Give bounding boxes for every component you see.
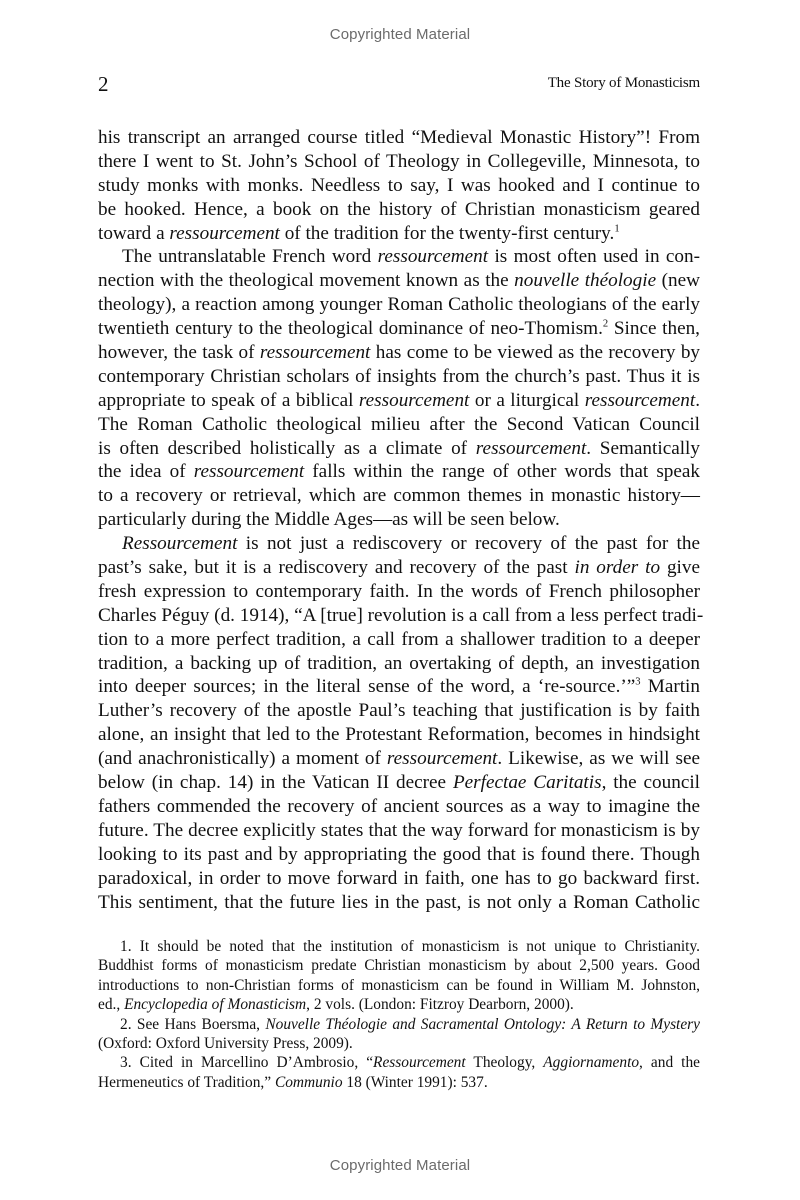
italic-term: Encyclopedia of Monasticism	[124, 996, 307, 1014]
body-line	[98, 293, 700, 317]
text-segment: .	[695, 389, 700, 411]
text-segment: 2. See Hans Boersma,	[120, 1015, 266, 1033]
text-segment: (Oxford: Oxford University Press, 2009).	[98, 1034, 353, 1052]
text-segment: appropriate to speak of a biblical	[98, 389, 359, 411]
text-segment: the idea of	[98, 461, 194, 483]
text-segment: of the tradition for the twenty-first century.	[279, 222, 615, 244]
text-segment: Buddhist forms of monasticism predate Christian monasticism by about 2,500 years. Good	[98, 957, 700, 975]
italic-term: ressourcement	[259, 342, 371, 364]
text-segment: be hooked. Hence, a book on the history of Christian monasticism geared	[98, 198, 700, 220]
italic-term: ressourcement	[358, 389, 470, 411]
text-segment: 3. Cited in Marcellino D’Ambrosio, “	[120, 1054, 374, 1072]
body-line	[98, 771, 700, 795]
italic-term: ressourcement	[193, 461, 305, 483]
text-segment: is most often used in con-	[488, 246, 701, 268]
text-segment: Charles Péguy (d. 1914), “A [true] revolution is a call from a less perfect tradi-	[98, 604, 704, 626]
page-number: 2	[98, 72, 109, 96]
body-line	[98, 867, 700, 891]
body-text	[98, 126, 704, 914]
text-segment: nection with the theological movement known as the	[98, 270, 515, 292]
footnote-reference: 2	[602, 318, 609, 330]
body-line	[98, 699, 700, 723]
text-segment: future. The decree explicitly states that the way forward for monasticism is by	[98, 819, 700, 841]
body-line	[98, 174, 700, 198]
body-line	[98, 484, 700, 508]
text-segment: 1. It should be noted that the institution of monasticism is not unique to Christianity.	[120, 938, 700, 955]
text-segment: ed.,	[98, 996, 125, 1014]
text-segment: . Likewise, as we will see	[497, 748, 700, 770]
italic-term: in order to	[574, 557, 661, 579]
text-segment: tion to a more perfect tradition, a call from a shallower tradition to a deeper	[98, 628, 700, 650]
body-line	[98, 556, 700, 580]
body-line	[98, 389, 700, 413]
text-segment: (new	[656, 270, 700, 292]
body-line	[98, 843, 700, 867]
text-segment: 18 (Winter 1991): 537.	[342, 1073, 488, 1091]
body-line	[98, 508, 700, 532]
body-line	[98, 819, 700, 843]
italic-term: ressourcement	[386, 748, 498, 770]
body-line	[98, 413, 700, 437]
text-segment: falls within the range of other words that speak	[304, 461, 701, 483]
body-line	[98, 317, 700, 341]
italic-term: Ressourcement	[122, 533, 238, 555]
body-line	[98, 222, 700, 246]
text-segment: fresh expression to contemporary faith. In the words of French philosopher	[98, 580, 700, 602]
footnote-line	[98, 976, 700, 995]
text-segment: study monks with monks. Needless to say, I was hooked and I continue to	[98, 174, 700, 196]
body-line	[98, 198, 700, 222]
italic-term: nouvelle théologie	[514, 270, 657, 292]
text-segment: , and the	[639, 1054, 700, 1072]
italic-term: Communio	[274, 1073, 343, 1091]
body-line	[98, 628, 700, 652]
text-segment: into deeper sources; in the literal sense of the word, a ‘re-source.’”	[98, 676, 636, 698]
text-segment: is not just a rediscovery or recovery of the past for the	[237, 533, 700, 555]
footnote-reference: 1	[614, 223, 620, 235]
text-segment: his transcript an arranged course titled “Medieval Monastic History”! From	[98, 127, 700, 148]
footnote-line	[98, 956, 700, 975]
text-segment: twentieth century to the theological dominance of neo-Thomism.	[98, 318, 603, 340]
body-line	[98, 245, 700, 269]
text-segment: tradition, a backing up of tradition, an overtaking of depth, an investigation	[98, 652, 700, 674]
text-segment: past’s sake, but it is a rediscovery and recovery of the past	[98, 557, 575, 579]
body-line	[98, 126, 700, 150]
body-line	[98, 675, 700, 699]
text-segment: The untranslatable French word	[122, 246, 378, 268]
text-segment: contemporary Christian scholars of insights from the church’s past. Thus it is	[98, 365, 700, 387]
text-segment: toward a	[98, 222, 170, 244]
italic-term: Ressourcement	[373, 1054, 466, 1072]
text-segment: paradoxical, in order to move forward in faith, one has to go backward first.	[98, 867, 700, 889]
italic-term: ressourcement	[377, 246, 489, 268]
text-segment: or a liturgical	[469, 389, 585, 411]
italic-term: Nouvelle Théologie and Sacramental Ontology: A Return to Mystery	[265, 1015, 700, 1033]
text-segment: particularly during the Middle Ages—as will be seen below.	[98, 509, 560, 531]
body-line	[98, 269, 700, 293]
text-segment: looking to its past and by appropriating the good that is found there. Though	[98, 843, 700, 865]
text-segment: (and anachronistically) a moment of	[98, 748, 387, 770]
body-line	[98, 795, 700, 819]
body-line	[98, 341, 700, 365]
text-segment: Luther’s recovery of the apostle Paul’s teaching that justification is by faith	[98, 700, 700, 722]
italic-term: ressourcement	[169, 222, 280, 244]
italic-term: ressourcement	[475, 437, 587, 459]
footnote-reference: 3	[635, 677, 641, 689]
copyright-watermark-top: Copyrighted Material	[329, 26, 471, 43]
body-line	[98, 150, 700, 174]
text-segment: The Roman Catholic theological milieu after the Second Vatican Council	[98, 413, 700, 435]
running-title: The Story of Monasticism	[547, 75, 700, 91]
footnote-line	[98, 1015, 700, 1034]
body-line	[98, 365, 700, 389]
text-segment: fathers commended the recovery of ancient sources as a way to imagine the	[98, 795, 700, 817]
text-segment: Hermeneutics of Tradition,”	[98, 1073, 275, 1091]
body-line	[98, 723, 700, 747]
text-segment: Martin	[640, 676, 700, 698]
footnotes	[98, 937, 700, 1092]
footnote-line	[98, 1034, 700, 1053]
italic-term: ressourcement	[584, 389, 696, 411]
copyright-watermark-bottom: Copyrighted Material	[329, 1157, 471, 1174]
text-segment: has come to be viewed as the recovery by	[370, 342, 701, 364]
body-line	[98, 891, 700, 915]
body-line	[98, 604, 704, 628]
footnote-line	[98, 1053, 700, 1072]
footnote-line	[98, 995, 700, 1014]
text-segment: alone, an insight that led to the Protestant Reformation, becomes in hindsight	[98, 724, 700, 746]
italic-term: Perfectae Caritatis	[452, 772, 602, 794]
text-segment: theology), a reaction among younger Roman Catholic theologians of the early	[98, 294, 700, 316]
text-segment: Theology,	[465, 1054, 544, 1072]
footnote-line	[98, 1073, 700, 1092]
text-segment: there I went to St. John’s School of Theology in Collegeville, Minnesota, to	[98, 150, 700, 172]
text-segment: give	[660, 557, 700, 579]
text-segment: however, the task of	[98, 342, 260, 364]
body-line	[98, 652, 700, 676]
text-segment: , 2 vols. (London: Fitzroy Dearborn, 2000).	[306, 996, 574, 1014]
text-segment: . Semantically	[586, 437, 700, 459]
text-segment: This sentiment, that the future lies in the past, is not only a Roman Catholic	[98, 891, 700, 913]
text-segment: introductions to non-Christian forms of monasticism can be found in William M. Johnston,	[98, 976, 700, 994]
text-segment: , the council	[601, 772, 700, 794]
body-line	[98, 747, 700, 771]
body-line	[98, 532, 700, 556]
text-segment: is often described holistically as a climate of	[98, 437, 476, 459]
text-segment: below (in chap. 14) in the Vatican II decree	[98, 772, 453, 794]
text-segment: to a recovery or retrieval, which are common themes in monastic history—	[98, 485, 700, 507]
body-line	[98, 460, 700, 484]
text-segment: Since then,	[608, 318, 700, 340]
running-header	[98, 72, 700, 96]
body-line	[98, 580, 700, 604]
footnote-line	[98, 937, 700, 956]
body-line	[98, 437, 700, 461]
italic-term: Aggiornamento	[543, 1054, 640, 1072]
